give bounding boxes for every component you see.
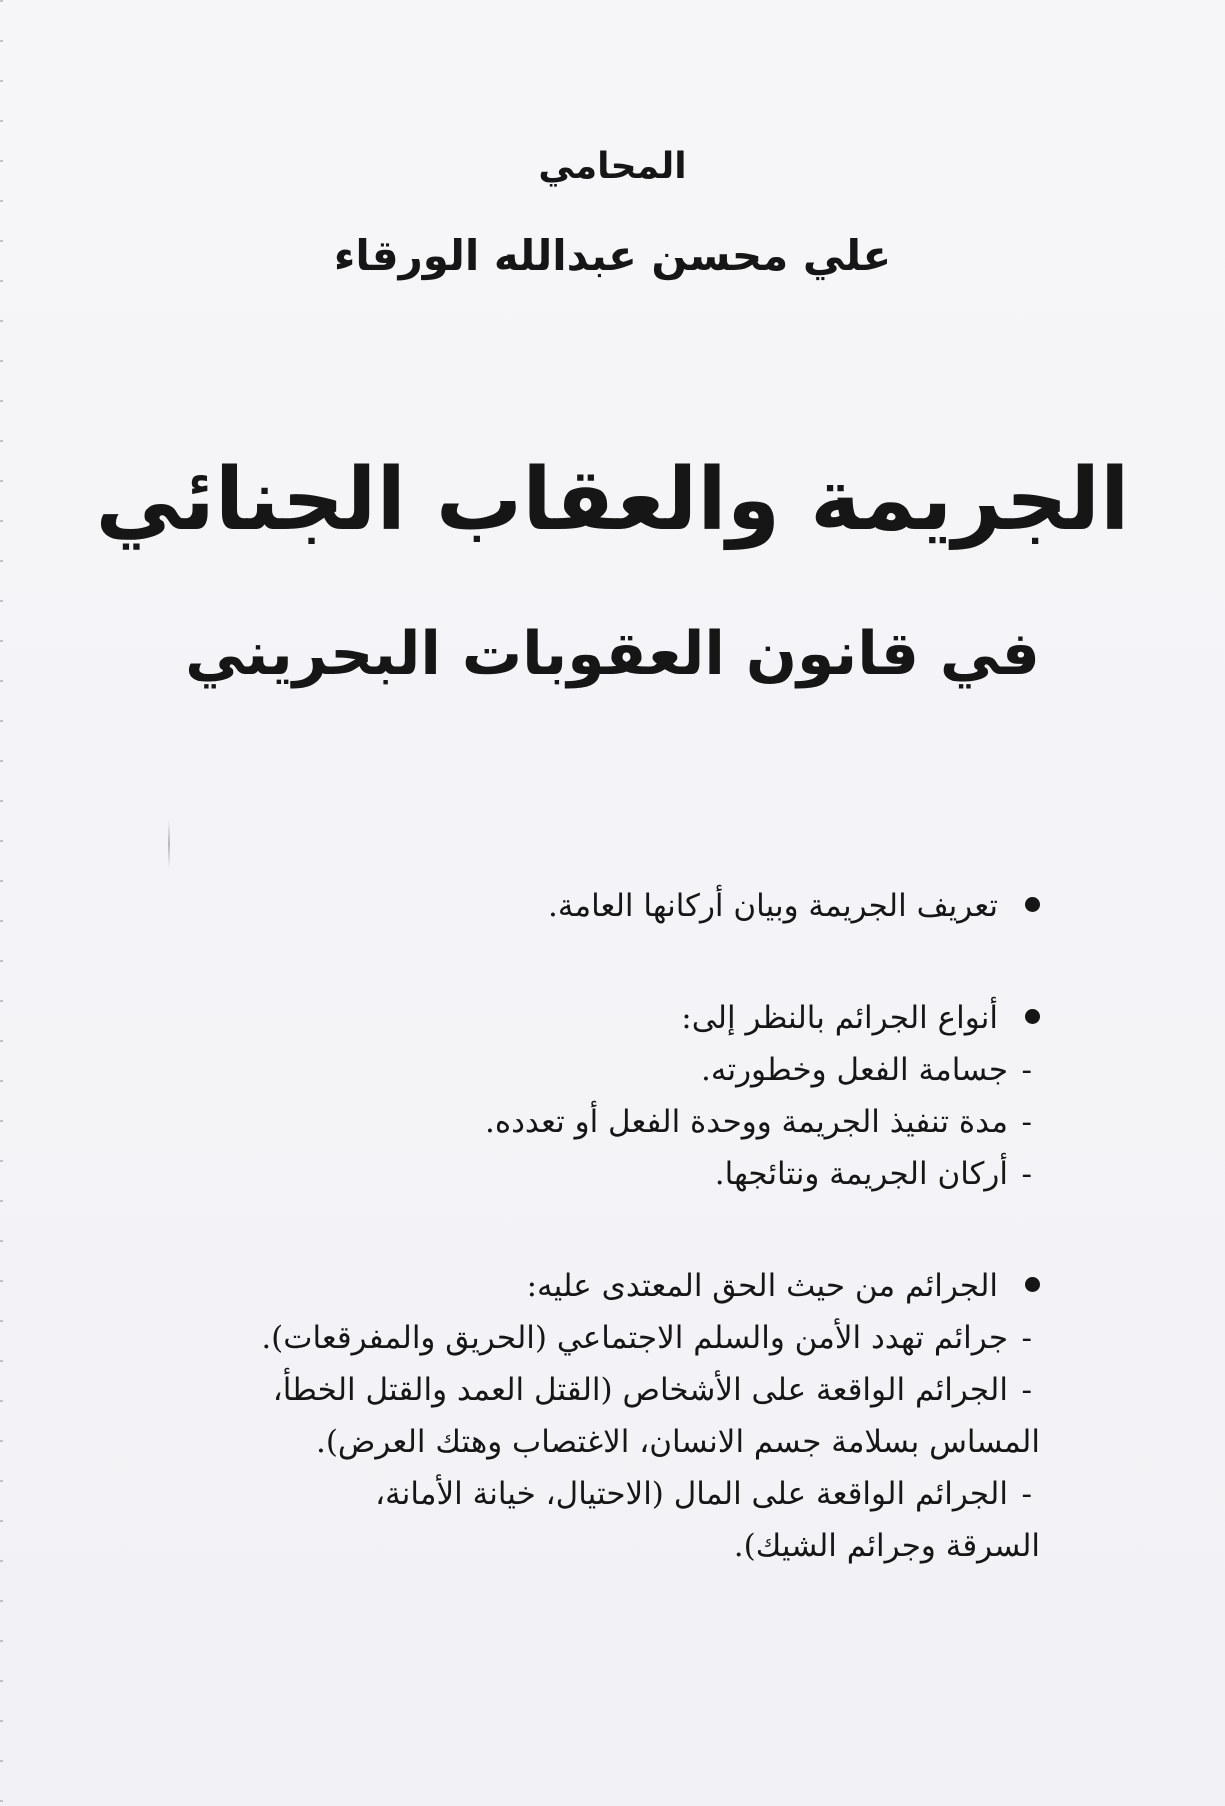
subitem-text: جسامة الفعل وخطورته. <box>700 1052 1008 1088</box>
subitem-text: جرائم تهدد الأمن والسلم الاجتماعي (الحريق والمفرقعات). <box>261 1320 1008 1356</box>
subitem-text: الجرائم الواقعة على المال (الاحتيال، خيانة الأمانة، <box>375 1476 1008 1512</box>
subitem-text: أركان الجريمة ونتائجها. <box>714 1156 1008 1192</box>
dash-marker: - <box>1021 1372 1032 1408</box>
topic-subitem <box>200 1096 1040 1148</box>
bullet-icon <box>1025 1009 1040 1024</box>
book-title: الجريمة والعقاب الجنائي <box>95 450 1130 550</box>
author-name: علي محسن عبدالله الورقاء <box>333 231 892 280</box>
topic-subitem <box>200 1468 1040 1520</box>
dash-marker: - <box>1021 1476 1032 1512</box>
spacer <box>200 932 1040 992</box>
continuation-text: السرقة وجرائم الشيك). <box>733 1528 1040 1564</box>
author-label: المحامي <box>538 146 687 187</box>
subitem-continuation <box>200 1520 1040 1572</box>
topic-subitem <box>200 1044 1040 1096</box>
book-subtitle: في قانون العقوبات البحريني <box>185 619 1040 689</box>
bullet-icon <box>1025 897 1040 912</box>
spacer <box>200 1200 1040 1260</box>
dash-marker: - <box>1021 1156 1032 1192</box>
topic-subitem <box>200 1148 1040 1200</box>
bullet-icon <box>1025 1277 1040 1292</box>
topic-subitem <box>200 1364 1040 1416</box>
topic-subitem <box>200 1312 1040 1364</box>
dash-marker: - <box>1021 1104 1032 1140</box>
topic-heading-text: أنواع الجرائم بالنظر إلى: <box>681 1000 998 1036</box>
page-scratch-mark <box>168 820 170 868</box>
topic-heading-text: الجرائم من حيث الحق المعتدى عليه: <box>526 1268 998 1304</box>
continuation-text: المساس بسلامة جسم الانسان، الاغتصاب وهتك العرض). <box>315 1424 1040 1460</box>
dash-marker: - <box>1021 1052 1032 1088</box>
topic-heading <box>200 992 1040 1044</box>
dash-marker: - <box>1021 1320 1032 1356</box>
topic-heading-text: تعريف الجريمة وبيان أركانها العامة. <box>547 888 998 924</box>
topics-list <box>200 880 1040 1572</box>
topic-heading <box>200 880 1040 932</box>
subitem-text: مدة تنفيذ الجريمة ووحدة الفعل أو تعدده. <box>484 1104 1008 1140</box>
subitem-continuation <box>200 1416 1040 1468</box>
topic-heading <box>200 1260 1040 1312</box>
subitem-text: الجرائم الواقعة على الأشخاص (القتل العمد والقتل الخطأ، <box>272 1372 1008 1408</box>
